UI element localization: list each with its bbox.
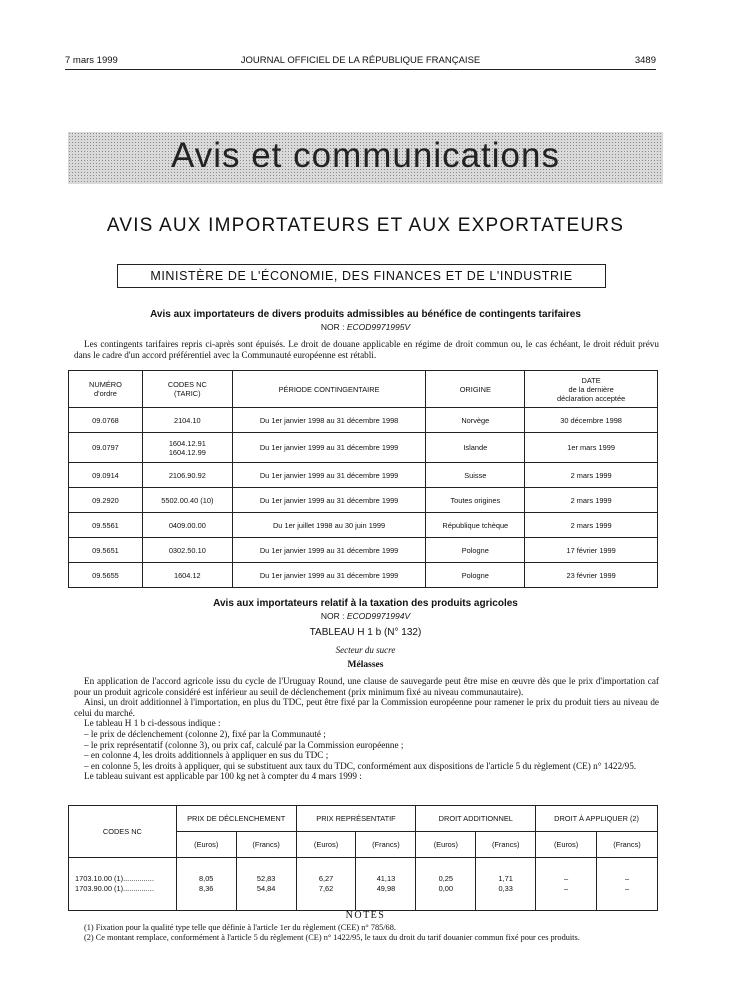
origine-cell: Norvège xyxy=(426,408,525,433)
codes-cell: 1604.12 xyxy=(142,563,232,588)
notes xyxy=(74,923,659,943)
origine-cell: Pologne xyxy=(426,538,525,563)
numero-cell: 09.5655 xyxy=(69,563,143,588)
origine-cell: Toutes origines xyxy=(426,488,525,513)
banner-title: Avis et communications xyxy=(170,136,560,175)
decl-francs-cell: 52,83 54,84 xyxy=(236,858,296,911)
journal-name: JOURNAL OFFICIEL DE LA RÉPUBLIQUE FRANÇAISE xyxy=(240,55,481,66)
note-2: (2) Ce montant remplace, conformément à l'article 5 du règlement (CE) n° 1422/95, le taux du droit du tarif douanier commun fixé pour ces produits. xyxy=(84,933,580,942)
periode-cell: Du 1er janvier 1998 au 31 décembre 1998 xyxy=(232,408,426,433)
numero-cell: 09.5561 xyxy=(69,513,143,538)
intro-paragraph: Les contingents tarifaires repris ci-après sont épuisés. Le droit de douane applicable en régime de droit commun ou, le cas échéant, le droit réduit prévu dans le cadre d'un accord préférentiel avec la Communauté européenne est rétabli. xyxy=(74,339,659,360)
origine-cell: Islande xyxy=(426,433,525,463)
unit-francs: (Francs) xyxy=(476,832,536,858)
note-1: (1) Fixation pour la qualité type telle que définie à l'article 1er du règlement (CEE) n° 785/68. xyxy=(84,923,396,932)
table-row xyxy=(69,488,658,513)
periode-cell: Du 1er janvier 1999 au 31 décembre 1999 xyxy=(232,463,426,488)
col-periode: PÉRIODE CONTINGENTAIRE xyxy=(232,371,426,408)
tableau-title: TABLEAU H 1 b (N° 132) xyxy=(309,627,422,638)
col-droit-additionnel: DROIT ADDITIONNEL xyxy=(416,806,536,832)
contingents-table xyxy=(68,370,658,588)
app-euros-cell: – – xyxy=(536,858,597,911)
unit-francs: (Francs) xyxy=(597,832,658,858)
col-date: DATE de la dernière déclaration acceptée xyxy=(525,371,658,408)
date-cell: 30 décembre 1998 xyxy=(525,408,658,433)
unit-euros: (Euros) xyxy=(416,832,476,858)
ministry-box: MINISTÈRE DE L'ÉCONOMIE, DES FINANCES ET DE L'INDUSTRIE xyxy=(117,264,606,288)
col-codes: CODES NC (TARIC) xyxy=(142,371,232,408)
secteur-label: Secteur du sucre xyxy=(335,645,396,655)
notice1-nor xyxy=(68,322,663,332)
col-prix-representatif: PRIX REPRÉSENTATIF xyxy=(296,806,416,832)
origine-cell: Pologne xyxy=(426,563,525,588)
numero-cell: 09.2920 xyxy=(69,488,143,513)
periode-cell: Du 1er janvier 1999 au 31 décembre 1999 xyxy=(232,488,426,513)
numero-cell: 09.0914 xyxy=(69,463,143,488)
codes-cell: 0409.00.00 xyxy=(142,513,232,538)
codes-cell: 5502.00.40 (10) xyxy=(142,488,232,513)
page-number: 3489 xyxy=(634,55,656,66)
unit-euros: (Euros) xyxy=(296,832,356,858)
table-row xyxy=(69,408,658,433)
codes-cell: 1604.12.91 1604.12.99 xyxy=(142,433,232,463)
numero-cell: 09.0768 xyxy=(69,408,143,433)
notice2-body xyxy=(74,676,659,782)
col-prix-declenchement: PRIX DE DÉCLENCHEMENT xyxy=(176,806,296,832)
table-row xyxy=(69,433,658,463)
codes-cell: 0302.50.10 xyxy=(142,538,232,563)
section-heading: AVIS AUX IMPORTATEURS ET AUX EXPORTATEURS xyxy=(106,215,625,236)
unit-euros: (Euros) xyxy=(536,832,597,858)
periode-cell: Du 1er janvier 1999 au 31 décembre 1999 xyxy=(232,538,426,563)
table-header-row xyxy=(69,371,658,408)
codes-cell: 2104.10 xyxy=(142,408,232,433)
periode-cell: Du 1er janvier 1999 au 31 décembre 1999 xyxy=(232,433,426,463)
origine-cell: République tchèque xyxy=(426,513,525,538)
add-francs-cell: 1,71 0,33 xyxy=(476,858,536,911)
paragraph-2: Ainsi, un droit additionnel à l'importation, en plus du TDC, peut être fixé par la Commission européenne pour ramener le prix du produit tiers au niveau de celui du marché. xyxy=(74,697,659,718)
notes-title: NOTES xyxy=(345,910,386,921)
date-cell: 2 mars 1999 xyxy=(525,463,658,488)
produit-label: Mélasses xyxy=(347,660,384,670)
date-cell: 2 mars 1999 xyxy=(525,513,658,538)
bullet-2: – le prix représentatif (colonne 3), ou prix caf, calculé par la Commission européenne ; xyxy=(84,739,404,750)
issue-date: 7 mars 1999 xyxy=(65,55,118,66)
bullet-3: – en colonne 4, les droits additionnels à appliquer en sus du TDC ; xyxy=(84,750,329,761)
header-rule xyxy=(65,69,656,70)
running-head xyxy=(65,55,656,69)
nor-label: NOR : xyxy=(320,322,347,332)
table-row xyxy=(69,858,658,911)
date-cell: 23 février 1999 xyxy=(525,563,658,588)
paragraph-1: En application de l'accord agricole issu du cycle de l'Uruguay Round, une clause de sauvegarde peut être mise en œuvre dès que le prix d'importation caf pour un produit agricole considéré est inférieur au seuil de déclenchement (prix minimum fixé au niveau communautaire). xyxy=(74,676,659,697)
bullet-4: – en colonne 5, les droits à appliquer, qui se substituent aux taux du TDC, conformément aux dispositions de l'article 5 du règlement (CE) n° 1422/95. xyxy=(84,760,637,771)
unit-francs: (Francs) xyxy=(236,832,296,858)
numero-cell: 09.5651 xyxy=(69,538,143,563)
table-row xyxy=(69,513,658,538)
numero-cell: 09.0797 xyxy=(69,433,143,463)
unit-euros: (Euros) xyxy=(176,832,236,858)
codes-cell: 2106.90.92 xyxy=(142,463,232,488)
table-row xyxy=(69,538,658,563)
periode-cell: Du 1er juillet 1998 au 30 juin 1999 xyxy=(232,513,426,538)
col-droit-appliquer: DROIT À APPLIQUER (2) xyxy=(536,806,658,832)
nor-code: ECOD9971994V xyxy=(346,611,411,621)
app-francs-cell: – – xyxy=(597,858,658,911)
unit-francs: (Francs) xyxy=(356,832,416,858)
repr-euros-cell: 6,27 7,62 xyxy=(296,858,356,911)
notice2-nor xyxy=(68,611,663,621)
col-numero: NUMÉRO d'ordre xyxy=(69,371,143,408)
date-cell: 17 février 1999 xyxy=(525,538,658,563)
notice1-title: Avis aux importateurs de divers produits admissibles au bénéfice de contingents tarifaires xyxy=(150,309,581,320)
origine-cell: Suisse xyxy=(426,463,525,488)
paragraph-4: Le tableau suivant est applicable par 100 kg net à compter du 4 mars 1999 : xyxy=(84,771,362,782)
notice2-title: Avis aux importateurs relatif à la taxation des produits agricoles xyxy=(213,598,518,609)
codes-cell: 1703.10.00 (1)............... 1703.90.00 (1)............... xyxy=(69,858,177,911)
section-banner xyxy=(68,132,663,184)
repr-francs-cell: 41,13 49,98 xyxy=(356,858,416,911)
nor-label: NOR : xyxy=(320,611,347,621)
notice1-intro xyxy=(74,339,659,360)
table-row xyxy=(69,563,658,588)
table-row xyxy=(69,463,658,488)
date-cell: 1er mars 1999 xyxy=(525,433,658,463)
nor-code: ECOD9971995V xyxy=(346,322,411,332)
col-origine: ORIGINE xyxy=(426,371,525,408)
add-euros-cell: 0,25 0,00 xyxy=(416,858,476,911)
paragraph-3: Le tableau H 1 b ci-dessous indique : xyxy=(84,718,221,729)
date-cell: 2 mars 1999 xyxy=(525,488,658,513)
bullet-1: – le prix de déclenchement (colonne 2), fixé par la Communauté ; xyxy=(84,728,326,739)
decl-euros-cell: 8,05 8,36 xyxy=(176,858,236,911)
periode-cell: Du 1er janvier 1999 au 31 décembre 1999 xyxy=(232,563,426,588)
col-codes-nc: CODES NC xyxy=(69,806,177,858)
taxation-table xyxy=(68,805,658,911)
